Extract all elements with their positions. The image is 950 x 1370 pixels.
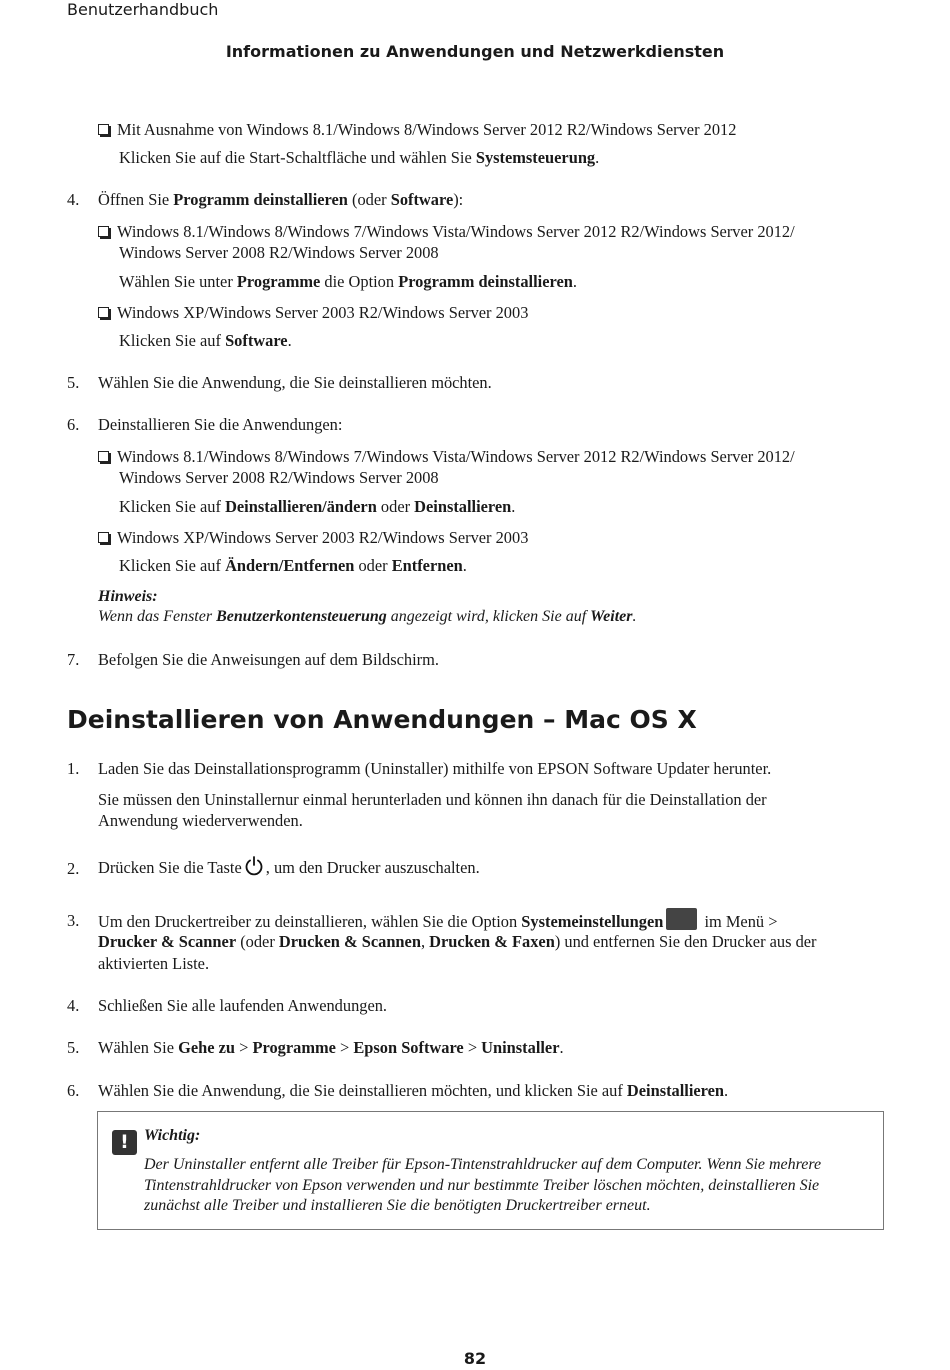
checkbox-bullet-icon: [98, 226, 109, 237]
manual-title: Benutzerhandbuch: [67, 0, 219, 19]
step-number: 1.: [67, 759, 80, 778]
step-number: 6.: [67, 1081, 80, 1100]
checkbox-bullet-icon: [98, 124, 109, 135]
important-title: Wichtig:: [144, 1127, 201, 1144]
list-item-continued: Windows Server 2008 R2/Windows Server 2008: [119, 468, 439, 487]
step-text: Wählen Sie Gehe zu > Programme > Epson Software > Uninstaller.: [98, 1038, 564, 1057]
step-text: Schließen Sie alle laufenden Anwendungen.: [98, 996, 388, 1015]
step-text: Wählen Sie die Anwendung, die Sie deinstallieren möchten, und klicken Sie auf Deinstallieren.: [98, 1081, 729, 1100]
step-number: 5.: [67, 373, 80, 392]
step-number: 5.: [67, 1038, 80, 1057]
step-text: Deinstallieren Sie die Anwendungen:: [98, 415, 343, 434]
step-number: 7.: [67, 650, 80, 669]
checkbox-bullet-icon: [98, 307, 109, 318]
step-text: Drücken Sie die Taste , um den Drucker auszuschalten.: [98, 858, 480, 877]
list-item-detail: Klicken Sie auf die Start-Schaltfläche und wählen Sie Systemsteuerung.: [119, 148, 600, 167]
list-item: Mit Ausnahme von Windows 8.1/Windows 8/Windows Server 2012 R2/Windows Server 2012: [98, 119, 736, 140]
list-item: Windows XP/Windows Server 2003 R2/Windows Server 2003: [98, 302, 528, 323]
step-number: 4.: [67, 190, 80, 209]
list-item-detail: Klicken Sie auf Ändern/Entfernen oder Entfernen.: [119, 556, 467, 575]
checkbox-bullet-icon: [98, 532, 109, 543]
list-item-detail: Klicken Sie auf Software.: [119, 331, 292, 350]
section-heading: Deinstallieren von Anwendungen – Mac OS X: [67, 705, 697, 734]
checkbox-bullet-icon: [98, 451, 109, 462]
list-item: Windows 8.1/Windows 8/Windows 7/Windows Vista/Windows Server 2012 R2/Windows Server 2012/: [98, 221, 795, 242]
list-item: Windows 8.1/Windows 8/Windows 7/Windows Vista/Windows Server 2012 R2/Windows Server 2012/: [98, 446, 795, 467]
important-text: zunächst alle Treiber und installieren Sie die benötigten Druckertreiber erneut.: [144, 1197, 651, 1214]
step-number: 3.: [67, 911, 80, 930]
hint-title: Hinweis:: [98, 588, 158, 605]
step-detail: Sie müssen den Uninstallernur einmal herunterladen und können ihn danach für die Deinstallation der: [98, 790, 767, 809]
step-number: 2.: [67, 859, 80, 878]
step-text-continued: aktivierten Liste.: [98, 954, 210, 973]
warning-icon: !: [112, 1130, 137, 1155]
important-text: Tintenstrahldrucker von Epson verwenden und nur bestimmte Treiber löschen möchten, deinstallieren Sie: [144, 1177, 820, 1194]
section-title: Informationen zu Anwendungen und Netzwerkdiensten: [225, 42, 725, 61]
step-text: Um den Druckertreiber zu deinstallieren, wählen Sie die Option Systemeinstellungen im Menü >: [98, 908, 777, 932]
list-item-detail: Klicken Sie auf Deinstallieren/ändern oder Deinstallieren.: [119, 497, 516, 516]
page-number: 82: [463, 1349, 487, 1368]
step-text: Befolgen Sie die Anweisungen auf dem Bildschirm.: [98, 650, 439, 669]
list-item-detail: Wählen Sie unter Programme die Option Programm deinstallieren.: [119, 272, 577, 291]
apple-menu-icon: [666, 908, 697, 930]
power-icon: [244, 856, 264, 876]
step-number: 4.: [67, 996, 80, 1015]
step-text-continued: Drucker & Scanner (oder Drucken & Scannen, Drucken & Faxen) und entfernen Sie den Drucker aus der: [98, 932, 817, 951]
list-item-continued: Windows Server 2008 R2/Windows Server 2008: [119, 243, 439, 262]
hint-text: Wenn das Fenster Benutzerkontensteuerung angezeigt wird, klicken Sie auf Weiter.: [98, 608, 637, 625]
step-text: Wählen Sie die Anwendung, die Sie deinstallieren möchten.: [98, 373, 492, 392]
step-text: Laden Sie das Deinstallationsprogramm (Uninstaller) mithilfe von EPSON Software Updater herunter.: [98, 759, 772, 778]
list-item: Windows XP/Windows Server 2003 R2/Windows Server 2003: [98, 527, 528, 548]
step-detail: Anwendung wiederverwenden.: [98, 811, 303, 830]
step-number: 6.: [67, 415, 80, 434]
step-text: Öffnen Sie Programm deinstallieren (oder Software):: [98, 190, 464, 209]
important-text: Der Uninstaller entfernt alle Treiber für Epson-Tintenstrahldrucker auf dem Computer. Wenn Sie mehrere: [144, 1156, 822, 1173]
